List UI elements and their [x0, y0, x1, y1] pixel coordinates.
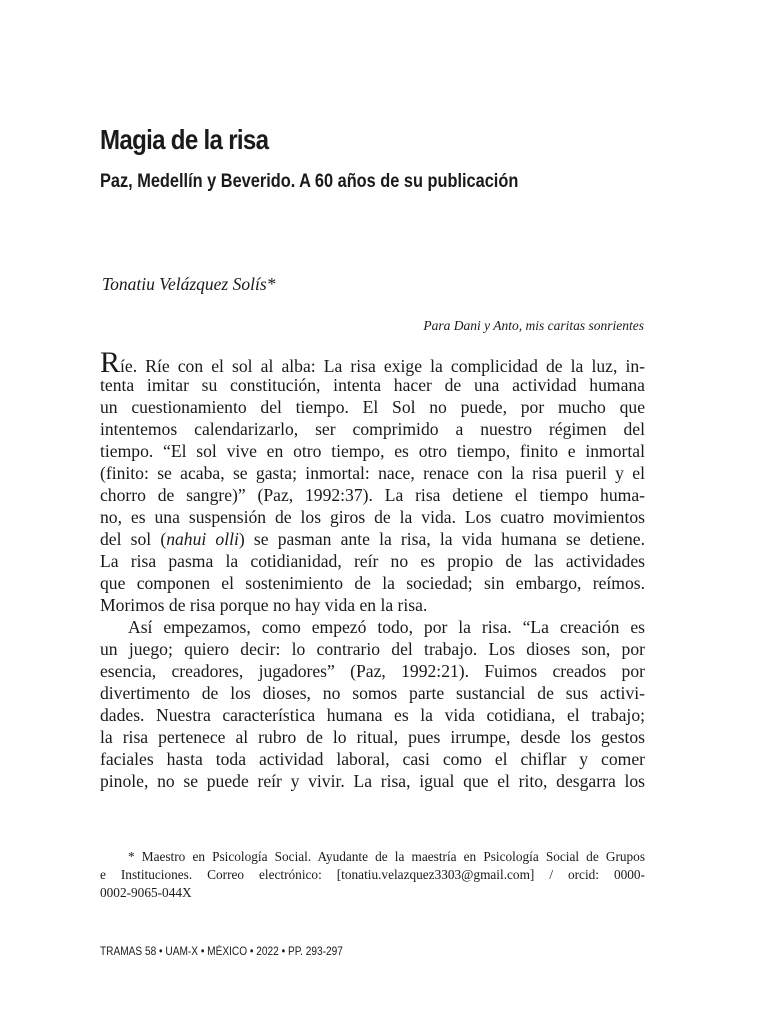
footnote-line: 0002-9065-044X [100, 885, 192, 900]
page-folio: TRAMAS 58 • UAM-X • MÉXICO • 2022 • PP. 293-297 [100, 946, 343, 958]
paragraph-2-line: faciales hasta toda actividad laboral, casi como el chiflar y comer [100, 749, 645, 769]
article-title: Magia de la risa [100, 124, 269, 155]
paragraph-1-line: La risa pasma la cotidianidad, reír no es propio de las actividades [100, 551, 645, 571]
paragraph-2-line: pinole, no se puede reír y vivir. La risa, igual que el rito, desgarra los [100, 771, 645, 791]
paragraph-1-line: un cuestionamiento del tiempo. El Sol no puede, por mucho que [100, 397, 645, 417]
paragraph-1-line: intentemos calendarizarlo, ser comprimido a nuestro régimen del [100, 419, 645, 439]
paragraph-1-line: (finito: se acaba, se gasta; inmortal: nace, renace con la risa pueril y el [100, 463, 645, 483]
paragraph-1-line: no, es una suspensión de los giros de la vida. Los cuatro movimientos [100, 507, 645, 527]
paragraph-1-line: que componen el sostenimiento de la sociedad; sin embargo, reímos. [100, 573, 645, 593]
paragraph-2-line: dades. Nuestra característica humana es la vida cotidiana, el trabajo; [100, 705, 645, 725]
paragraph-2-line-1: Así empezamos, como empezó todo, por la risa. “La creación es [128, 617, 645, 637]
article-author: Tonatiu Velázquez Solís* [102, 274, 276, 294]
paragraph-1-line: tiempo. “El sol vive en otro tiempo, es otro tiempo, finito e inmortal [100, 441, 645, 461]
italic-term: nahui olli [166, 529, 239, 549]
paragraph-1-line-italic: del sol (nahui olli) se pasman ante la risa, la vida humana se detiene. [100, 529, 646, 549]
paragraph-1-last-line: Morimos de risa porque no hay vida en la risa. [100, 595, 428, 615]
dedication: Para Dani y Anto, mis caritas sonrientes [423, 318, 644, 333]
drop-cap: R [100, 346, 121, 379]
paragraph-1-line: chorro de sangre)” (Paz, 1992:37). La risa detiene el tiempo huma- [100, 485, 645, 505]
paragraph-2-line: divertimento de los dioses, no somos parte sustancial de sus activi- [100, 683, 645, 703]
paragraph-2-line: un juego; quiero decir: lo contrario del trabajo. Los dioses son, por [100, 639, 645, 659]
paragraph-1-line: tenta imitar su constitución, intenta hacer de una actividad humana [100, 375, 645, 395]
body-text [100, 346, 646, 792]
paragraph-2-line: la risa pertenece al rubro de lo ritual, pues irrumpe, desde los gestos [100, 727, 645, 747]
footnote [100, 848, 645, 902]
article-subtitle: Paz, Medellín y Beverido. A 60 años de su publicación [100, 171, 519, 192]
paragraph-2-line: esencia, creadores, jugadores” (Paz, 1992:21). Fuimos creados por [100, 661, 645, 681]
footnote-line: e Instituciones. Correo electrónico: [tonatiu.velazquez3303@gmail.com] / orcid: 0000- [100, 867, 645, 882]
paragraph-1-line-1: Ríe. Ríe con el sol al alba: La risa exige la complicidad de la luz, in- [100, 346, 645, 379]
footnote-line: * Maestro en Psicología Social. Ayudante de la maestría en Psicología Social de Grupos [128, 849, 645, 864]
